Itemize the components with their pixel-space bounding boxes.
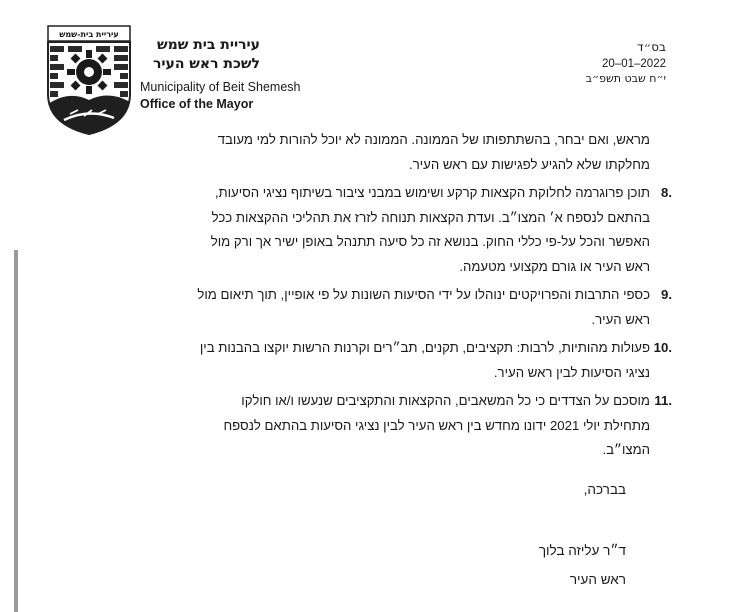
list-item-number: .11 (654, 393, 672, 408)
list-item-line: מוסכם על הצדדים כי כל המשאבים, ההקצאות והתקציבים שנעשו ו/או חולקו (241, 393, 650, 408)
emblem-shield-icon (44, 24, 134, 136)
list-item-number: .10 (653, 340, 672, 355)
list-item-number: .8 (660, 185, 672, 200)
list-item-line: מתחילת יולי 2021 ידונו מחדש בין ראש העיר לבין נציגי הסיעות בהתאם לנספח (223, 417, 650, 433)
page-edge-shadow (14, 250, 18, 612)
bsd-mark: בס״ד (636, 40, 666, 54)
list-item-number: .9 (660, 287, 672, 302)
org-name-hebrew (153, 36, 260, 74)
list-item-line: ראש העיר. (591, 311, 650, 327)
org-he-line2: לשכת ראש העיר (152, 56, 260, 72)
letter-body (102, 128, 672, 463)
letter-date: 20–01–2022 (602, 58, 666, 70)
list-item (102, 336, 672, 385)
list-item (102, 389, 672, 463)
municipality-emblem (44, 24, 134, 136)
org-en-line1: Municipality of Beit Shemesh (140, 80, 301, 94)
intro-line: מראש, ואם יבחר, בהשתתפותו של הממונה. הממונה לא יוכל להורות למי מעובד (217, 132, 650, 147)
closing-greeting: בברכה, (583, 482, 626, 497)
list-item-line: כספי התרבות והפרויקטים ינוהלו על ידי הסיעות השונות על פי אופיין, תוך תיאום מול (197, 287, 650, 302)
list-item-line: האפשר והכל על-פי כללי החוק. בנושא זה כל סיעה תתנהל באופן ישיר אך ורק מול (210, 234, 650, 249)
intro-line: מחלקתו שלא להגיע לפגישות עם ראש העיר. (409, 156, 650, 172)
org-he-line1: עיריית בית שמש (156, 37, 260, 53)
signatory-name: ד״ר עליזה בלוך (538, 543, 626, 558)
list-item-line: ראש העיר או גורם מקצועי מטעמה. (459, 258, 650, 274)
list-item-line: פעולות מהותיות, לרבות: תקציבים, תקנים, תב״רים וקרנות הרשות יוקצו בהבנות בין (199, 340, 650, 355)
intro-paragraph (102, 128, 650, 177)
list-item-line: המצו״ב. (602, 442, 650, 457)
list-item (102, 283, 672, 332)
list-item-line: תוכן פרוגרמה לחלוקת הקצאות קרקע ושימוש במבני ציבור בשיתוף נציגי הסיעות, (214, 185, 650, 200)
list-item-line: בהתאם לנספח א׳ המצו״ב. ועדת הקצאות תנוחה לזרז את תהליכי ההקצאות ככל (211, 209, 650, 225)
emblem-banner-text: עיריית בית-שמש (59, 30, 119, 39)
org-name-english (140, 79, 301, 113)
hebrew-date: י״ח שבט תשפ״ב (585, 72, 666, 85)
list-item-line: נציגי הסיעות לבין ראש העיר. (493, 364, 650, 380)
org-en-line2: Office of the Mayor (140, 97, 254, 111)
signatory-title: ראש העיר (569, 572, 626, 587)
list-item (102, 181, 672, 279)
